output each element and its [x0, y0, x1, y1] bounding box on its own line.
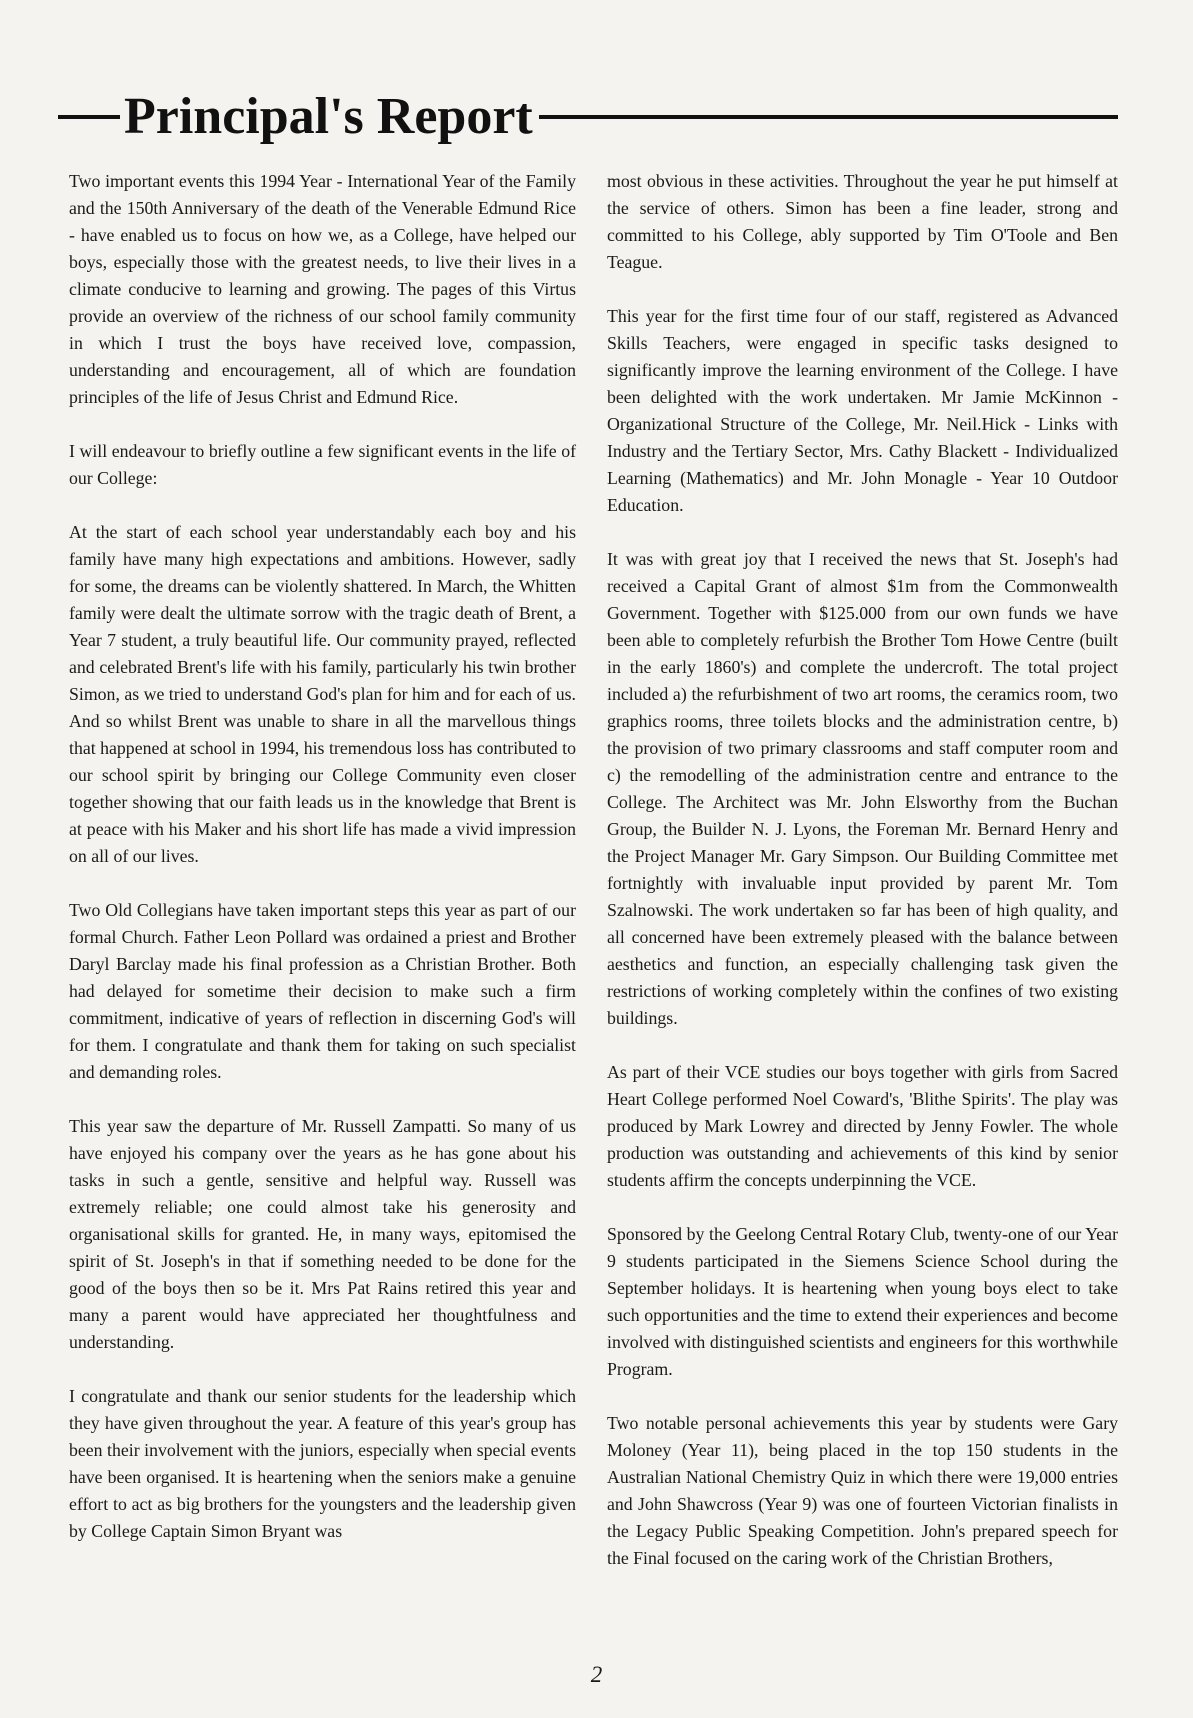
paragraph: This year for the first time four of our staff, registered as Advanced Skills Teachers, were engaged in specific tasks designed to significantly improve the learning environment of the College. I have been delighted with the work undertaken. Mr Jamie McKinnon - Organizational Structure of the College, Mr. Neil.Hick - Links with Industry and the Tertiary Sector, Mrs. Cathy Blackett - Individualized Learning (Mathematics) and Mr. John Monagle - Year 10 Outdoor Education.: [607, 306, 1118, 515]
paragraph: Two notable personal achievements this year by students were Gary Moloney (Year 11), being placed in the top 150 students in the Australian National Chemistry Quiz in which there were 19,000 entries and John Shawcross (Year 9) was one of fourteen Victorian finalists in the Legacy Public Speaking Competition. John's prepared speech for the Final focused on the caring work of the Christian Brothers,: [607, 1413, 1118, 1568]
paragraph: As part of their VCE studies our boys together with girls from Sacred Heart College performed Noel Coward's, 'Blithe Spirits'. The play was produced by Mark Lowrey and directed by Jenny Fowler. The whole production was outstanding and achievements of this kind by senior students affirm the concepts underpinning the VCE.: [607, 1062, 1118, 1190]
paragraph: most obvious in these activities. Throughout the year he put himself at the service of others. Simon has been a fine leader, strong and committed to his College, ably supported by Tim O'Toole and Ben Teague.: [607, 171, 1118, 272]
paragraph: At the start of each school year understandably each boy and his family have many high expectations and ambitions. However, sadly for some, the dreams can be violently shattered. In March, the Whitten family were dealt the ultimate sorrow with the tragic death of Brent, a Year 7 student, a truly beautiful life. Our community prayed, reflected and celebrated Brent's life with his family, particularly his twin brother Simon, as we tried to understand God's plan for him and for each of us. And so whilst Brent was unable to share in all the marvellous things that happened at school in 1994, his tremendous loss has contributed to our school spirit by bringing our College Community even closer together showing that our faith leads us in the knowledge that Brent is at peace with his Maker and his short life has made a vivid impression on all of our lives.: [69, 522, 576, 866]
heading-trailing-rule: [539, 115, 1118, 119]
paragraph: Two important events this 1994 Year - International Year of the Family and the 150th Anniversary of the death of the Venerable Edmund Rice - have enabled us to focus on how we, as a College, have helped our boys, especially those with the greatest needs, to live their lives in a climate conducive to learning and growing. The pages of this Virtus provide an overview of the richness of our school family community in which I trust the boys have received love, compassion, understanding and encouragement, all of which are foundation principles of the life of Jesus Christ and Edmund Rice.: [69, 171, 576, 407]
paragraph: Sponsored by the Geelong Central Rotary Club, twenty-one of our Year 9 students participated in the Siemens Science School during the September holidays. It is heartening when young boys elect to take such opportunities and the time to extend their experiences and become involved with distinguished scientists and engineers for this worthwhile Program.: [607, 1224, 1118, 1379]
page-number: 2: [590, 1662, 603, 1687]
paragraph: I will endeavour to briefly outline a few significant events in the life of our College:: [69, 441, 576, 488]
right-column: [607, 168, 1118, 1599]
paragraph: It was with great joy that I received the news that St. Joseph's had received a Capital Grant of almost $1m from the Commonwealth Government. Together with $125.000 from our own funds we have been able to completely refurbish the Brother Tom Howe Centre (built in the early 1860's) and complete the undercroft. The total project included a) the refurbishment of two art rooms, the ceramics room, two graphics rooms, three toilets blocks and the administration centre, b) the provision of two primary classrooms and staff computer room and c) the remodelling of the administration centre and entrance to the College. The Architect was Mr. John Elsworthy from the Buchan Group, the Builder N. J. Lyons, the Foreman Mr. Bernard Henry and the Project Manager Mr. Gary Simpson. Our Building Committee met fortnightly with invaluable input provided by parent Mr. Tom Szalnowski. The work undertaken so far has been of high quality, and all concerned have been extremely pleased with the balance between aesthetics and function, an especially challenging task given the restrictions of working completely within the confines of two existing buildings.: [607, 549, 1118, 1028]
heading-leading-rule: [58, 115, 120, 119]
paragraph: I congratulate and thank our senior students for the leadership which they have given throughout the year. A feature of this year's group has been their involvement with the juniors, especially when special events have been organised. It is heartening when the seniors make a genuine effort to act as big brothers for the youngsters and the leadership given by College Captain Simon Bryant was: [69, 1386, 576, 1541]
page-title: Principal's Report: [124, 88, 533, 145]
paragraph: Two Old Collegians have taken important steps this year as part of our formal Church. Father Leon Pollard was ordained a priest and Brother Daryl Barclay made his final profession as a Christian Brother. Both had delayed for sometime their decision to make such a firm commitment, indicative of years of reflection in discerning God's will for them. I congratulate and thank them for taking on such specialist and demanding roles.: [69, 900, 576, 1082]
page-heading: [58, 82, 1118, 152]
paragraph: This year saw the departure of Mr. Russell Zampatti. So many of us have enjoyed his company over the years as he has gone about his tasks in such a gentle, sensitive and helpful way. Russell was extremely reliable; one could almost take his generosity and organisational skills for granted. He, in many ways, epitomised the spirit of St. Joseph's in that if something needed to be done for the good of the boys then so be it. Mrs Pat Rains retired this year and many a parent would have appreciated her thoughtfulness and understanding.: [69, 1116, 576, 1352]
left-column: [69, 168, 576, 1572]
